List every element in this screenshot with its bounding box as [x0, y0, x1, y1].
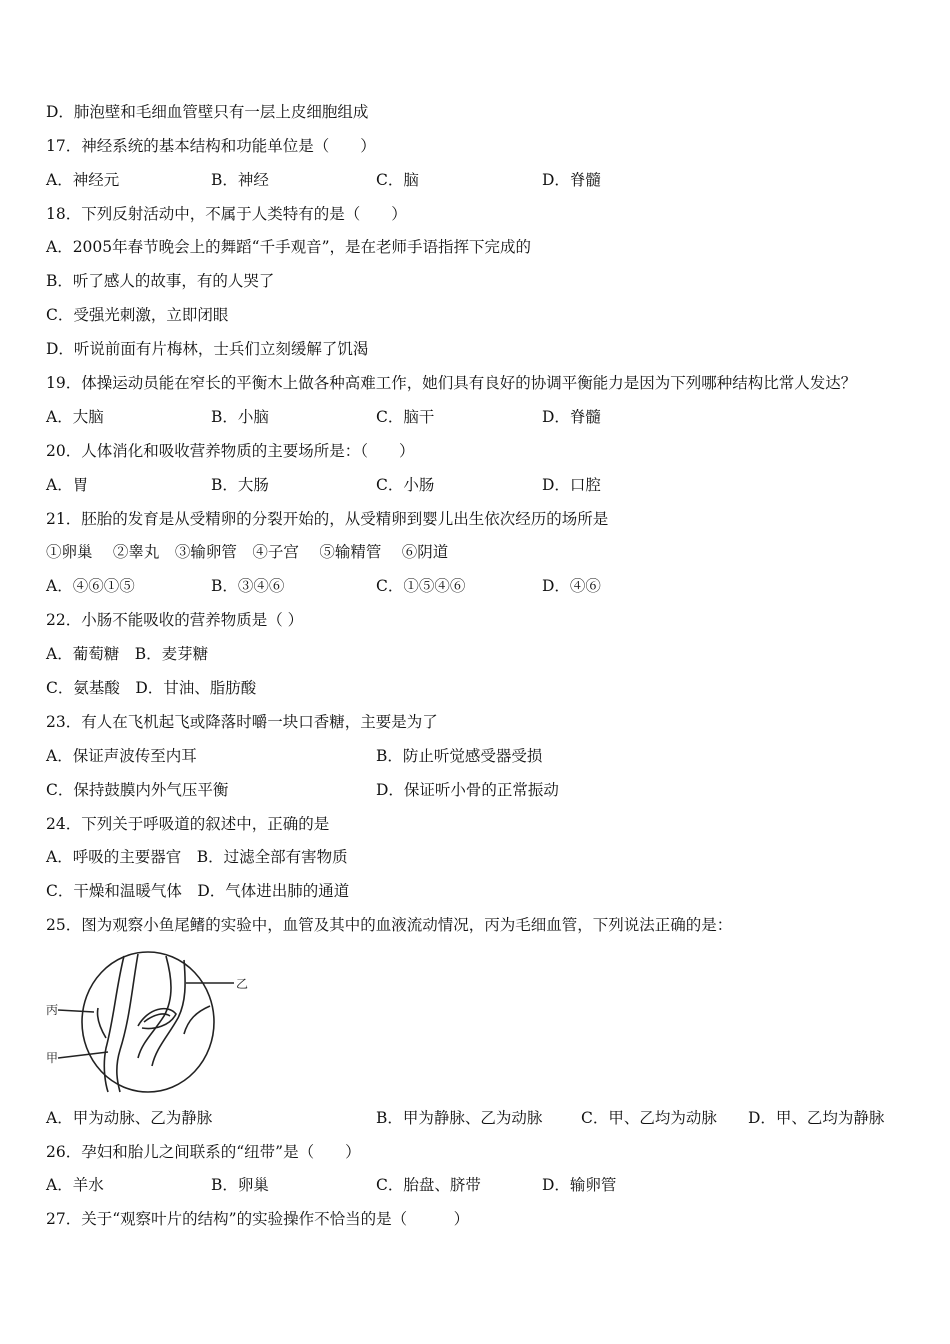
question-24: 24．下列关于呼吸道的叙述中，正确的是: [46, 815, 330, 833]
vessel-right-outer: [138, 956, 171, 1058]
q26-option-a: A．羊水: [46, 1176, 104, 1194]
question-17: 17．神经系统的基本结构和功能单位是（ ）: [46, 137, 376, 155]
q26-option-c: C．胎盘、脐带: [376, 1176, 481, 1194]
q22-options-ab: A．葡萄糖 B．麦芽糖: [46, 645, 209, 663]
q23-option-a: A．保证声波传至内耳: [46, 747, 197, 765]
q23-option-b: B．防止听觉感受器受损: [376, 747, 543, 765]
q17-options: [46, 170, 926, 190]
q26-options: [46, 1175, 926, 1195]
q26-option-b: B．卵巢: [211, 1176, 269, 1194]
q19-option-c: C．脑干: [376, 408, 435, 426]
question-26: 26．孕妇和胎儿之间联系的“纽带”是（ ）: [46, 1143, 361, 1161]
fish-tail-figure: [46, 948, 256, 1096]
q25-option-c: C．甲、乙均为动脉: [581, 1109, 717, 1127]
q20-option-a: A．胃: [46, 476, 89, 494]
label-yi: 乙: [236, 977, 249, 991]
question-20: 20．人体消化和吸收营养物质的主要场所是：（ ）: [46, 442, 415, 460]
vessel-branch-left: [97, 1008, 106, 1038]
q21-option-b: B．③④⑥: [211, 577, 285, 595]
question-22: 22．小肠不能吸收的营养物质是（ ）: [46, 611, 304, 629]
q21-option-c: C．①⑤④⑥: [376, 577, 466, 595]
q21-list: ①卵巢 ②睾丸 ③输卵管 ④子宫 ⑤输精管 ⑥阴道: [46, 543, 449, 561]
q21-option-d: D．④⑥: [542, 577, 601, 595]
q21-option-a: A．④⑥①⑤: [46, 577, 135, 595]
q21-options: [46, 576, 926, 596]
q23-option-d: D．保证听小骨的正常振动: [376, 781, 559, 799]
q26-option-d: D．输卵管: [542, 1176, 617, 1194]
question-19: 19．体操运动员能在窄长的平衡木上做各种高难工作，她们具有良好的协调平衡能力是因为下列哪种结构比常人发达？: [46, 374, 857, 392]
q18-option-b: B．听了感人的故事，有的人哭了: [46, 272, 275, 290]
q18-option-c: C．受强光刺激，立即闭眼: [46, 306, 229, 324]
q25-options: [46, 1108, 926, 1128]
q25-option-d: D．甲、乙均为静脉: [748, 1109, 885, 1127]
q20-option-d: D．口腔: [542, 476, 601, 494]
q19-option-d: D．脊髓: [542, 408, 601, 426]
q24-options-ab: A．呼吸的主要器官 B．过滤全部有害物质: [46, 848, 348, 866]
q22-options-cd: C．氨基酸 D．甘油、脂肪酸: [46, 679, 257, 697]
q17-option-b: B．神经: [211, 171, 269, 189]
question-21: 21．胚胎的发育是从受精卵的分裂开始的，从受精卵到婴儿出生依次经历的场所是: [46, 510, 609, 528]
question-25: 25．图为观察小鱼尾鳍的实验中，血管及其中的血液流动情况，丙为毛细血管，下列说法正确的是：: [46, 916, 733, 934]
q16-option-d: D．肺泡壁和毛细血管壁只有一层上皮细胞组成: [46, 103, 369, 121]
label-bing: 丙: [46, 1003, 59, 1017]
blood-vessel-diagram: [46, 948, 256, 1096]
q19-options: [46, 407, 926, 427]
q17-option-a: A．神经元: [46, 171, 120, 189]
pointer-bing: [58, 1010, 94, 1012]
question-18: 18．下列反射活动中，不属于人类特有的是（ ）: [46, 205, 407, 223]
vessel-left-outer: [104, 956, 124, 1092]
vessel-right-inner: [152, 960, 185, 1066]
q25-option-b: B．甲为静脉、乙为动脉: [376, 1109, 543, 1127]
q17-option-c: C．脑: [376, 171, 419, 189]
q19-option-b: B．小脑: [211, 408, 269, 426]
q17-option-d: D．脊髓: [542, 171, 601, 189]
field-of-view-circle: [82, 952, 214, 1092]
q20-option-c: C．小肠: [376, 476, 435, 494]
question-23: 23．有人在飞机起飞或降落时嚼一块口香糖，主要是为了: [46, 713, 438, 731]
q23-options-cd: [46, 780, 926, 800]
q23-options-ab: [46, 746, 926, 766]
q25-option-a: A．甲为动脉、乙为静脉: [46, 1109, 213, 1127]
question-27: 27．关于“观察叶片的结构”的实验操作不恰当的是（ ）: [46, 1210, 470, 1228]
q18-option-a: A．2005年春节晚会上的舞蹈“千手观音”，是在老师手语指挥下完成的: [46, 238, 531, 256]
q20-option-b: B．大肠: [211, 476, 269, 494]
q24-options-cd: C．干燥和温暖气体 D．气体进出肺的通道: [46, 882, 350, 900]
label-jia: 甲: [46, 1051, 59, 1065]
q23-option-c: C．保持鼓膜内外气压平衡: [46, 781, 229, 799]
q19-option-a: A．大脑: [46, 408, 104, 426]
vessel-branch-right: [184, 1006, 210, 1034]
pointer-jia: [58, 1052, 108, 1058]
q20-options: [46, 475, 926, 495]
q18-option-d: D．听说前面有片梅林，士兵们立刻缓解了饥渴: [46, 340, 369, 358]
